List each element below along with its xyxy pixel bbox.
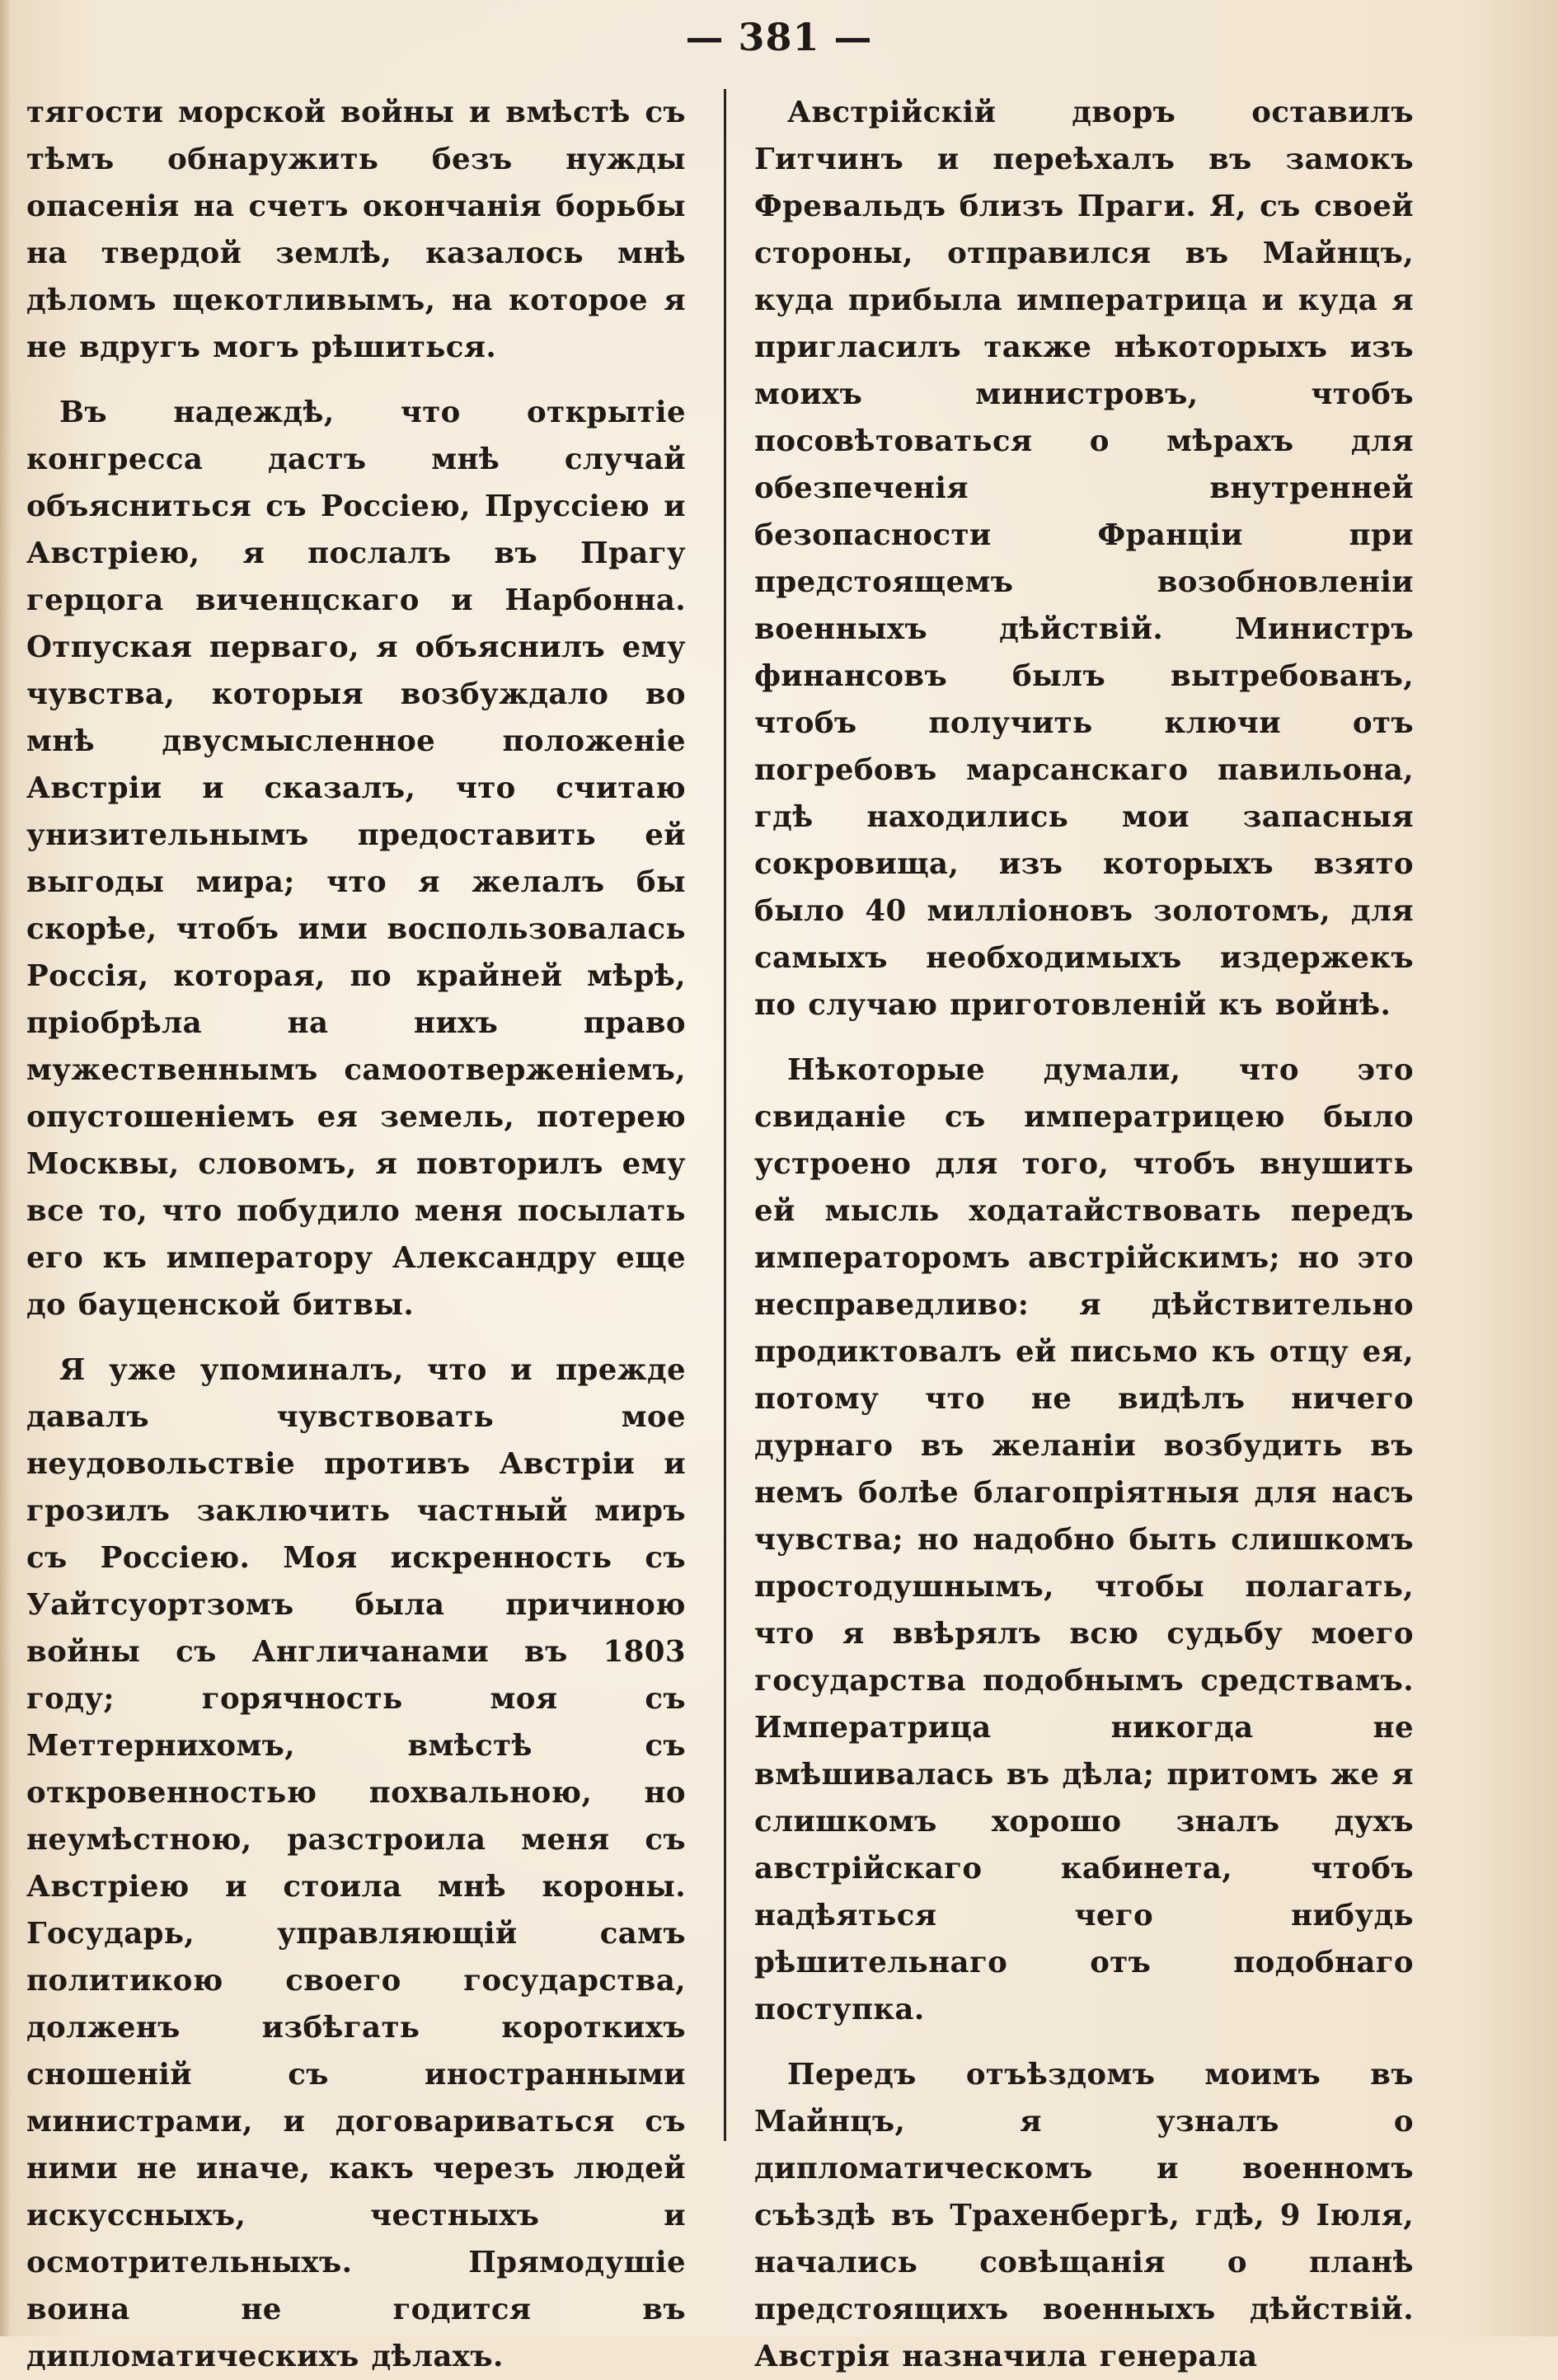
- page-number: — 381 —: [685, 15, 873, 59]
- paragraph: Передъ отъѣздомъ моимъ въ Майнцъ, я узналъ о дипломатическомъ и военномъ съѣздѣ въ Трахенбергѣ, гдѣ, 9 Іюля, начались совѣщанія о планѣ предстоящихъ военныхъ дѣйствій. Австрія назначила генерала: [754, 2058, 1414, 2373]
- paragraph: Австрійскій дворъ оставилъ Гитчинъ и переѣхалъ въ замокъ Фревальдъ близъ Праги. Я, съ своей стороны, отправился въ Майнцъ, куда прибыла императрица и куда я пригласилъ также нѣкоторыхъ изъ моихъ министровъ, чтобъ посовѣтоваться о мѣрахъ для обезпеченія внутренней безопасности Франціи при предстоящемъ возобновленіи военныхъ дѣйствій. Министръ финансовъ былъ вытребованъ, чтобъ получить ключи отъ погребовъ марсанскаго павильона, гдѣ находились мои запасныя сокровища, изъ которыхъ взято было 40 милліоновъ золотомъ, для самыхъ необходимыхъ издержекъ по случаю приготовленій къ войнѣ.: [754, 96, 1414, 1022]
- paragraph: Въ надеждѣ, что открытіе конгресса дастъ мнѣ случай объясниться съ Россіею, Пруссіею и Австріею, я послалъ въ Прагу герцога виченцскаго и Нарбонна. Отпуская перваго, я объяснилъ ему чувства, которыя возбуждало во мнѣ двусмысленное положеніе Австріи и сказалъ, что считаю унизительнымъ предоставить ей выгоды мира; что я желалъ бы скорѣе, чтобъ ими воспользовалась Россія, которая, по крайней мѣрѣ, пріобрѣла на нихъ право мужественнымъ самоотверженіемъ, опустошеніемъ ея земель, потерею Москвы, словомъ, я повторилъ ему все то, что побудило меня посылать его къ императору Александру еще до бауценской битвы.: [26, 396, 686, 1322]
- column-divider-rule: [724, 89, 726, 2141]
- left-text-column: [26, 89, 686, 2380]
- paragraph: тягости морской войны и вмѣстѣ съ тѣмъ обнаружить безъ нужды опасенія на счетъ окончанія борьбы на твердой землѣ, казалось мнѣ дѣломъ щекотливымъ, на которое я не вдругъ могъ рѣшиться.: [26, 96, 686, 364]
- paragraph: Нѣкоторые думали, что это свиданіе съ императрицею было устроено для того, чтобъ внушить ей мысль ходатайствовать передъ императоромъ австрійскимъ; но это несправедливо: я дѣйствительно продиктовалъ ей письмо къ отцу ея, потому что не видѣлъ ничего дурнаго въ желаніи возбудить въ немъ болѣе благопріятныя для насъ чувства; но надобно быть слишкомъ простодушнымъ, чтобы полагать, что я ввѣрялъ всю судьбу моего государства подобнымъ средствамъ. Императрица никогда не вмѣшивалась въ дѣла; притомъ же я слишкомъ хорошо зналъ духъ австрійскаго кабинета, чтобъ надѣяться чего нибудь рѣшительнаго отъ подобнаго поступка.: [754, 1053, 1414, 2026]
- page-left-edge-shadow: [0, 0, 12, 2336]
- paragraph: Я уже упоминалъ, что и прежде давалъ чувствовать мое неудовольствіе противъ Австріи и грозилъ заключить частный миръ съ Россіею. Моя искренность съ Уайтсуортзомъ была причиною войны съ Англичанами въ 1803 году; горячность моя съ Меттернихомъ, вмѣстѣ съ откровенностью похвальною, но неумѣстною, разстроила меня съ Австріею и стоила мнѣ короны. Государь, управляющій самъ политикою своего государства, долженъ избѣгать короткихъ сношеній съ иностранными министрами, и договариваться съ ними не иначе, какъ черезъ людей искусcныхъ, честныхъ и осмотрительныхъ. Прямодушіе воина не годится въ дипломатическихъ дѣлахъ.: [26, 1353, 686, 2373]
- right-text-column: [754, 89, 1414, 2380]
